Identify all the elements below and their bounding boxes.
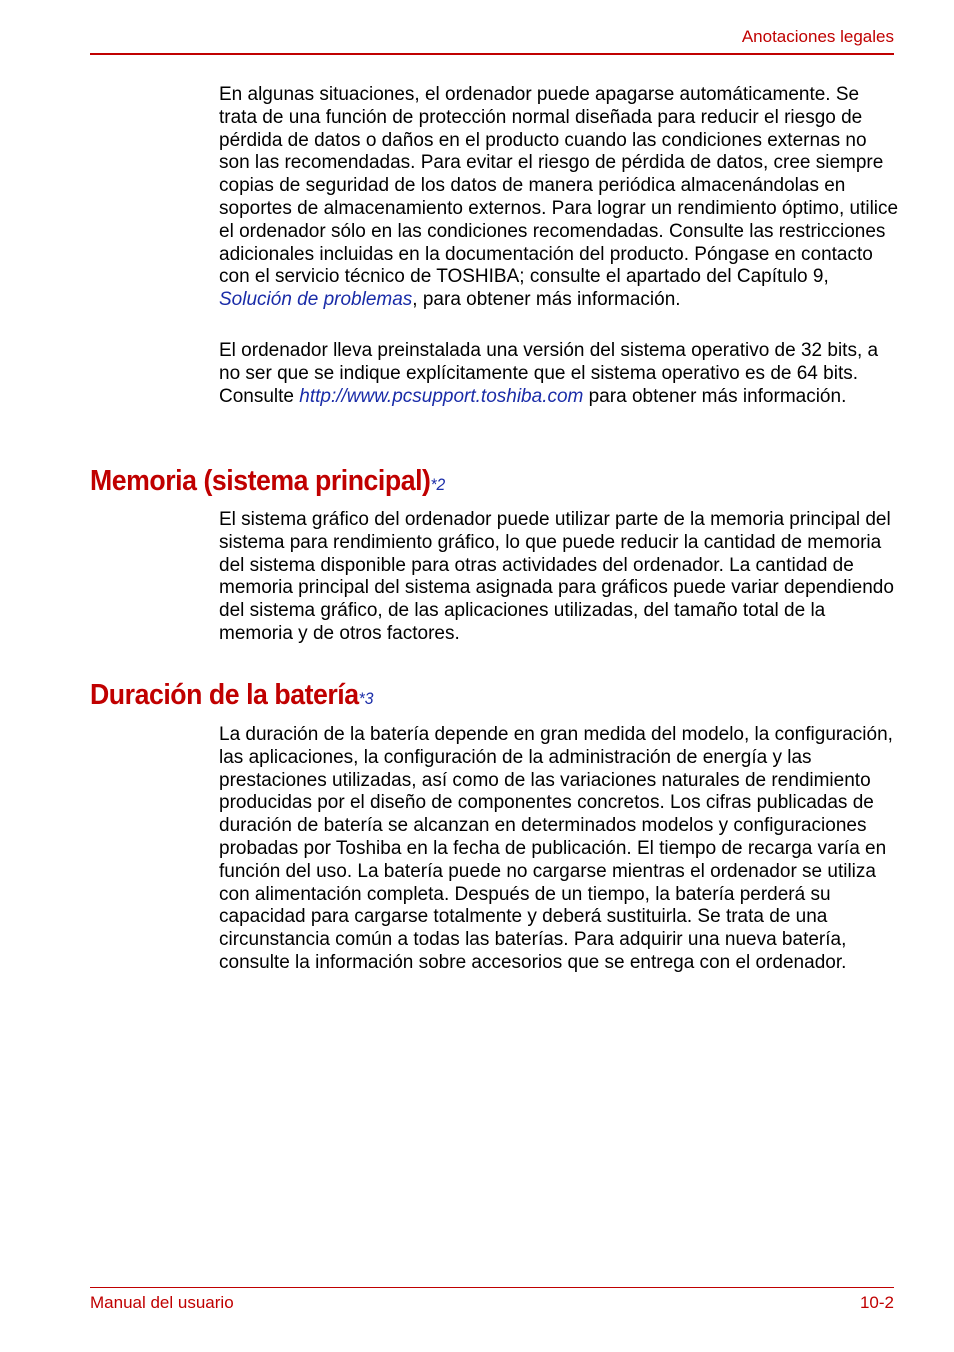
troubleshooting-link[interactable]: Solución de problemas: [219, 289, 413, 311]
intro-paragraph-1-text: En algunas situaciones, el ordenador puede apagarse automáticamente. Se trata de una función de protección normal diseñada para reducir el riesgo de pérdida de datos o daños en el producto cuando las condiciones externas no son las recomendadas. Para evitar el riesgo de pérdida de datos, cree siempre copias de seguridad de los datos de manera periódica almacenándolas en soportes de almacenamiento externos. Para lograr un rendimiento óptimo, utilice el ordenador sólo en las condiciones recomendadas. Consulte las restricciones adicionales incluidas en la documentación del producto. Póngase en contacto con el servicio técnico de TOSHIBA; consulte el apartado del Capítulo 9,: [219, 84, 899, 288]
battery-footnote-ref[interactable]: *3: [358, 689, 374, 708]
memory-heading: [90, 465, 445, 498]
footer-manual-label: Manual del usuario: [90, 1293, 234, 1312]
intro-paragraph-2-tail: para obtener más información.: [583, 385, 847, 407]
memory-heading-text: Memoria (sistema principal): [90, 465, 431, 497]
memory-footnote-ref[interactable]: *2: [430, 475, 446, 494]
support-url-link[interactable]: http://www.pcsupport.toshiba.com: [299, 385, 584, 407]
running-header-title: Anotaciones legales: [741, 27, 894, 46]
intro-paragraph-2-text: El ordenador lleva preinstalada una versión del sistema operativo de 32 bits, a no ser que se indique explícitamente que el sistema operativo es de 64 bits. Consulte: [219, 340, 879, 407]
intro-paragraph-1-tail: , para obtener más información.: [412, 289, 681, 311]
footer-divider: [90, 1287, 894, 1288]
battery-paragraph: La duración de la batería depende en gran medida del modelo, la configuración, las aplicaciones, la configuración de la administración de energía y las prestaciones utilizadas, así como de las variaciones naturales de rendimiento producidas por el diseño de componentes concretos. Los cifras publicadas de duración de batería se alcanzan en determinados modelos y configuraciones probadas por Toshiba en la fecha de publicación. El tiempo de recarga varía en función del uso. La batería puede no cargarse mientras el ordenador se utiliza con alimentación completa. Después de un tiempo, la batería perderá su capacidad para cargarse totalmente y deberá sustituirla. Se trata de una circunstancia común a todas las baterías. Para adquirir una nueva batería, consulte la información sobre accesorios que se entrega con el ordenador.: [219, 724, 893, 973]
header-divider: [90, 53, 894, 55]
battery-heading-text: Duración de la batería: [90, 679, 359, 711]
intro-paragraph-1: [219, 84, 899, 312]
battery-heading: [90, 679, 373, 712]
intro-paragraph-2: [219, 340, 899, 408]
memory-paragraph: El sistema gráfico del ordenador puede utilizar parte de la memoria principal del sistema para rendimiento gráfico, lo que puede reducir la cantidad de memoria del sistema disponible para otras actividades del ordenador. La cantidad de memoria principal del sistema asignada para gráficos puede variar dependiendo del sistema gráfico, de las aplicaciones utilizadas, del tamaño total de la memoria y de otros factores.: [219, 509, 894, 644]
footer-page-number: 10-2: [859, 1293, 894, 1312]
